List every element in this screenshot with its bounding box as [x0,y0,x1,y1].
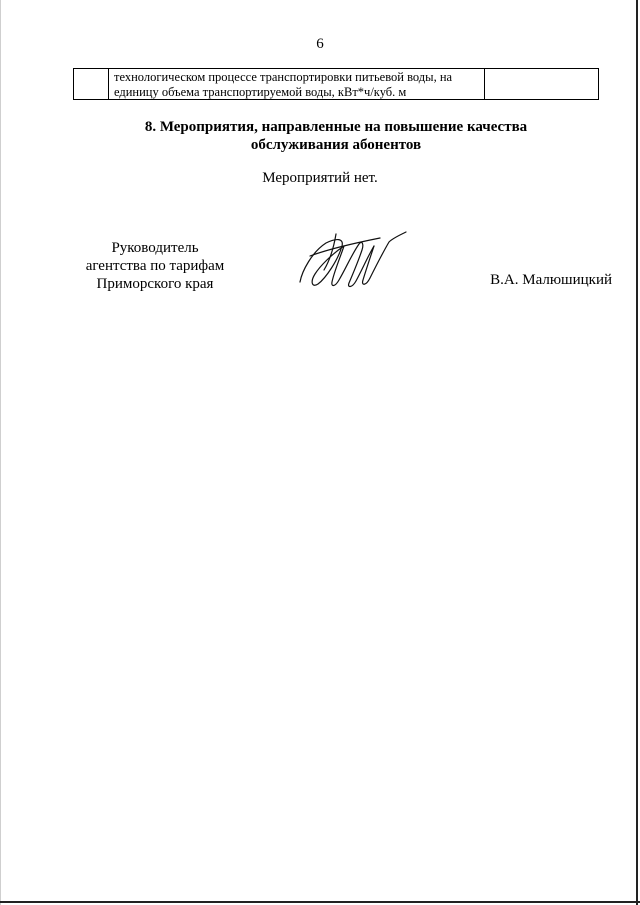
page-edge-right [636,0,638,905]
table-cell-description [109,69,485,99]
signatory-role-line-1: Руководитель [111,240,199,256]
section-title [60,118,612,154]
table-cell-value [485,69,598,99]
signatory-role [55,239,255,293]
signatory-role-line-3: Приморского края [96,276,214,292]
continued-table [73,68,599,100]
page-edge-bottom [0,901,640,903]
section-title-line-1: 8. Мероприятия, направленные на повышение качества [144,119,528,135]
signatory-role-line-2: агентства по тарифам [85,258,225,274]
page-number: 6 [316,36,324,52]
signatory-name: В.А. Малюшицкий [490,272,612,288]
handwritten-signature [296,226,408,296]
table-cell-description-line-2: единицу объема транспортируемой воды, кВт*ч/куб. м [114,84,407,99]
section-title-line-2: обслуживания абонентов [250,137,422,153]
table-cell-description-line-1: технологическом процессе транспортировки питьевой воды, на [114,70,453,84]
section-body: Мероприятий нет. [262,170,378,186]
table-cell-number [74,69,109,99]
page-edge-left [0,0,1,905]
